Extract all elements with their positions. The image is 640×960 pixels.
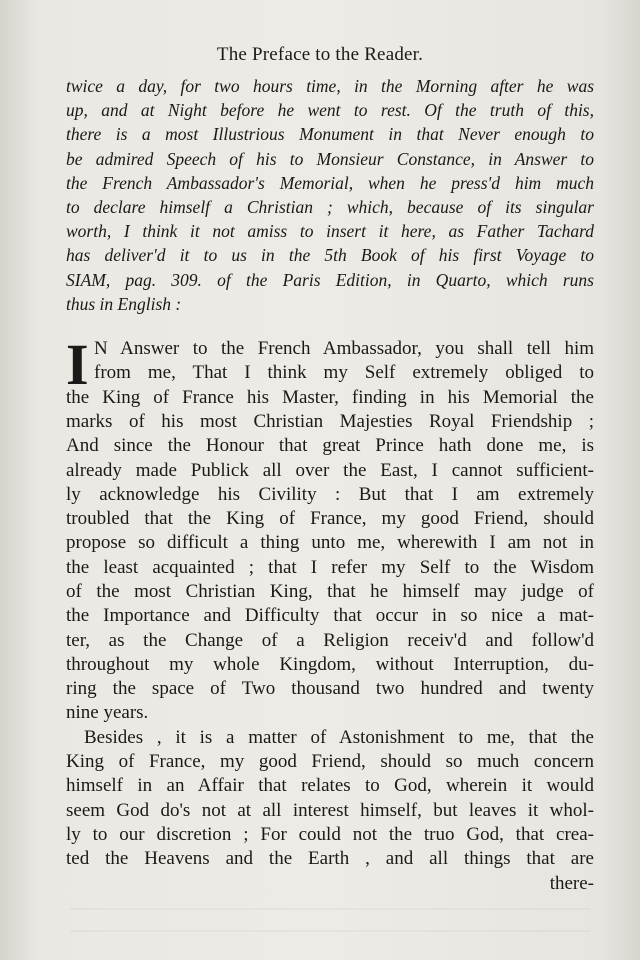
letter-line: the least acquainted ; that I refer my Self to the Wisdom	[66, 556, 594, 578]
show-through-shadow	[70, 930, 590, 932]
intro-line: twice a day, for two hours time, in the Morning after he was	[66, 76, 594, 96]
letter-line: ring the space of Two thousand two hundred and twenty	[66, 678, 594, 700]
letter-line: And since the Honour that great Prince hath done me, is	[66, 435, 594, 457]
intro-line: worth, I think it not amiss to insert it here, as Father Tachard	[66, 221, 594, 242]
letter-line: ter, as the Change of a Religion receiv'd and follow'd	[66, 629, 594, 651]
letter-line: already made Publick all over the East, I cannot sufficient-	[66, 459, 594, 481]
intro-line: to declare himself a Christian ; which, because of its singular	[66, 197, 594, 218]
catchword: there-	[549, 872, 594, 894]
letter-line: the Importance and Difficulty that occur in so nice a mat-	[66, 605, 594, 627]
letter-line: nine years.	[66, 702, 149, 724]
letter-line: propose so difficult a thing unto me, wherewith I am not in	[66, 532, 594, 554]
intro-line: SIAM, pag. 309. of the Paris Edition, in Quarto, which runs	[66, 269, 594, 290]
intro-line: the French Ambassador's Memorial, when he press'd him much	[66, 172, 594, 193]
intro-line: up, and at Night before he went to rest. Of the truth of this,	[66, 100, 594, 121]
letter-line: troubled that the King of France, my good Friend, should	[66, 508, 594, 530]
letter-line: ly to our discretion ; For could not the truo God, that crea-	[66, 823, 594, 845]
intro-line: thus in English :	[66, 293, 182, 314]
letter-line: from me, That I think my Self extremely obliged to	[94, 362, 594, 384]
show-through-shadow	[70, 908, 590, 910]
text-block	[66, 74, 594, 896]
letter-line: himself in an Affair that relates to God, wherein it would	[66, 775, 594, 797]
letter-line: ted the Heavens and the Earth , and all things that are	[66, 848, 594, 870]
running-head: The Preface to the Reader.	[216, 44, 424, 65]
letter-line: throughout my whole Kingdom, without Interruption, du-	[66, 653, 594, 675]
letter-line: seem God do's not at all interest himself, but leaves it whol-	[66, 799, 594, 821]
letter-line: Besides , it is a matter of Astonishment to me, that the	[84, 726, 594, 748]
letter-line: the King of France his Master, finding in his Memorial the	[66, 386, 594, 408]
intro-line: be admired Speech of his to Monsieur Constance, in Answer to	[66, 148, 594, 169]
letter-line: marks of his most Christian Majesties Royal Friendship ;	[66, 410, 594, 432]
intro-paragraph	[66, 74, 594, 316]
letter-line: ly acknowledge his Civility : But that I am extremely	[66, 483, 594, 505]
intro-line: has deliver'd it to us in the 5th Book of his first Voyage to	[66, 245, 594, 266]
letter-line: King of France, my good Friend, should so much concern	[66, 751, 594, 773]
drop-cap: I	[66, 332, 89, 398]
letter-line: of the most Christian King, that he himself may judge of	[66, 581, 594, 602]
intro-line: there is a most Illustrious Monument in that Never enough to	[66, 124, 594, 145]
letter-line: N Answer to the French Ambassador, you shall tell him	[94, 338, 594, 360]
letter-text	[66, 332, 594, 896]
